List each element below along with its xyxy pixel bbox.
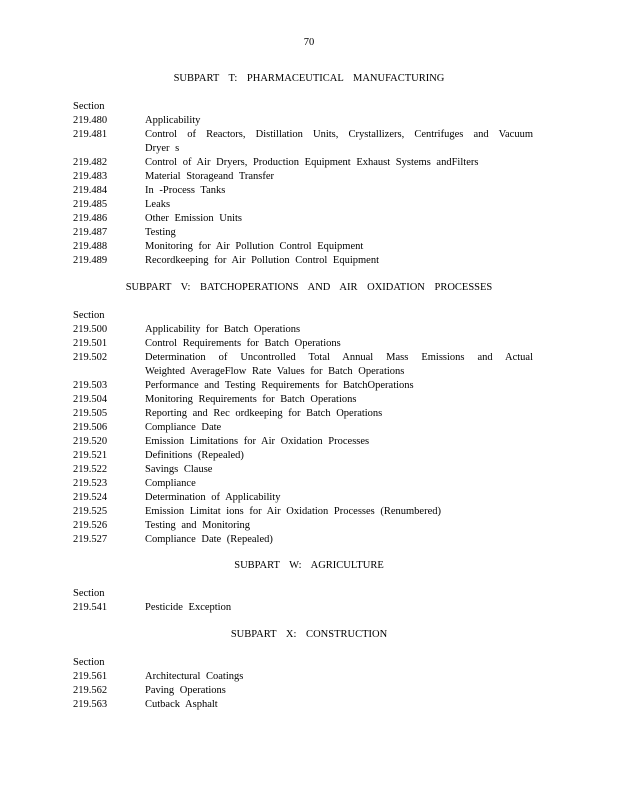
toc-row: [73, 684, 533, 698]
section-number: 219.561: [73, 671, 108, 682]
section-title: Dryer s: [145, 143, 180, 154]
section-number: 219.501: [73, 338, 108, 349]
section-label: Section: [73, 588, 105, 599]
section-number: 219.504: [73, 394, 108, 405]
toc-row-continuation: [73, 142, 533, 156]
section-number: 219.480: [73, 115, 108, 126]
section-title: Determination of Applicability: [145, 492, 281, 503]
section-title: Performance and Testing Requirements for BatchOperations: [145, 380, 414, 391]
toc-row: [73, 435, 533, 449]
section-title: Determination of Uncontrolled Total Annual Mass Emissions and Actual: [145, 352, 533, 363]
toc-row: [73, 533, 533, 547]
section-label: Section: [73, 310, 105, 321]
toc-row: [73, 491, 533, 505]
section-number: 219.562: [73, 685, 108, 696]
section-number: 219.488: [73, 241, 108, 252]
section-title: Control of Reactors, Distillation Units, Crystallizers, Centrifuges and Vacuum: [145, 129, 533, 140]
section-number: 219.522: [73, 464, 108, 475]
section-number: 219.526: [73, 520, 108, 531]
section-title: Testing and Monitoring: [145, 520, 251, 531]
section-number: [73, 142, 145, 156]
section-title: In -Process Tanks: [145, 185, 226, 196]
section-number: 219.505: [73, 408, 108, 419]
section-title: Other Emission Units: [145, 213, 242, 224]
subpart-x-heading: SUBPART X: CONSTRUCTION: [230, 629, 388, 640]
toc-row: [73, 128, 533, 142]
section-title: Control of Air Dryers, Production Equipment Exhaust Systems andFilters: [145, 157, 479, 168]
toc-row: [73, 379, 533, 393]
section-number: 219.525: [73, 506, 108, 517]
section-title: Compliance Date: [145, 422, 222, 433]
section-title: Pesticide Exception: [145, 602, 232, 613]
section-title: Compliance Date (Repealed): [145, 534, 273, 545]
toc-row: [73, 601, 533, 615]
section-number: 219.500: [73, 324, 108, 335]
section-title: Material Storageand Transfer: [145, 171, 275, 182]
section-number: 219.521: [73, 450, 108, 461]
section-number: 219.520: [73, 436, 108, 447]
section-number: 219.503: [73, 380, 108, 391]
toc-row: [73, 254, 533, 268]
toc-row: [73, 393, 533, 407]
section-title: Applicability: [145, 115, 201, 126]
subpart-t-heading: SUBPART T: PHARMACEUTICAL MANUFACTURING: [173, 73, 445, 84]
section-number: 219.502: [73, 352, 108, 363]
section-title: Architectural Coatings: [145, 671, 244, 682]
page-number: 70: [303, 37, 315, 48]
toc-row: [73, 407, 533, 421]
section-number: 219.486: [73, 213, 108, 224]
toc-row: [73, 698, 533, 712]
section-title: Testing: [145, 227, 176, 238]
toc-row: [73, 156, 533, 170]
section-number: 219.485: [73, 199, 108, 210]
subpart-v-heading: SUBPART V: BATCHOPERATIONS AND AIR OXIDATION PROCESSES: [125, 282, 493, 293]
section-number: 219.524: [73, 492, 108, 503]
subpart-w-section-list: [73, 587, 533, 615]
section-number: 219.482: [73, 157, 108, 168]
section-number: 219.487: [73, 227, 108, 238]
section-title: Compliance: [145, 478, 196, 489]
section-label: Section: [73, 657, 105, 668]
section-number: 219.484: [73, 185, 108, 196]
section-number: 219.563: [73, 699, 108, 710]
toc-row: [73, 170, 533, 184]
section-number: 219.489: [73, 255, 108, 266]
toc-row: [73, 421, 533, 435]
section-number: [73, 365, 145, 379]
section-title: Paving Operations: [145, 685, 226, 696]
section-number: 219.506: [73, 422, 108, 433]
subpart-t-section-list: [73, 100, 533, 268]
toc-row: [73, 505, 533, 519]
subpart-w-heading: SUBPART W: AGRICULTURE: [234, 560, 384, 571]
section-title: Emission Limitat ions for Air Oxidation Processes (Renumbered): [145, 506, 441, 517]
subpart-v-section-list: [73, 309, 533, 547]
section-title: Definitions (Repealed): [145, 450, 244, 461]
section-title: Reporting and Rec ordkeeping for Batch Operations: [145, 408, 383, 419]
section-title: Control Requirements for Batch Operations: [145, 338, 341, 349]
toc-row: [73, 519, 533, 533]
toc-row: [73, 670, 533, 684]
toc-row: [73, 226, 533, 240]
toc-row: [73, 184, 533, 198]
toc-row: [73, 212, 533, 226]
section-title: Savings Clause: [145, 464, 213, 475]
section-title: Cutback Asphalt: [145, 699, 218, 710]
toc-row: [73, 240, 533, 254]
section-title: Emission Limitations for Air Oxidation Processes: [145, 436, 370, 447]
section-number: 219.523: [73, 478, 108, 489]
section-title: Monitoring Requirements for Batch Operations: [145, 394, 357, 405]
section-title: Recordkeeping for Air Pollution Control Equipment: [145, 255, 380, 266]
section-label: Section: [73, 101, 105, 112]
toc-row: [73, 449, 533, 463]
section-title: Weighted AverageFlow Rate Values for Batch Operations: [145, 366, 405, 377]
section-number: 219.481: [73, 129, 108, 140]
section-title: Leaks: [145, 199, 171, 210]
section-number: 219.527: [73, 534, 108, 545]
section-number: 219.541: [73, 602, 108, 613]
toc-row-continuation: [73, 365, 533, 379]
section-title: Monitoring for Air Pollution Control Equipment: [145, 241, 364, 252]
toc-row: [73, 337, 533, 351]
toc-row: [73, 198, 533, 212]
section-title: Applicability for Batch Operations: [145, 324, 301, 335]
toc-row: [73, 323, 533, 337]
toc-row: [73, 477, 533, 491]
section-number: 219.483: [73, 171, 108, 182]
toc-row: [73, 463, 533, 477]
toc-row: [73, 114, 533, 128]
subpart-x-section-list: [73, 656, 533, 712]
toc-row: [73, 351, 533, 365]
